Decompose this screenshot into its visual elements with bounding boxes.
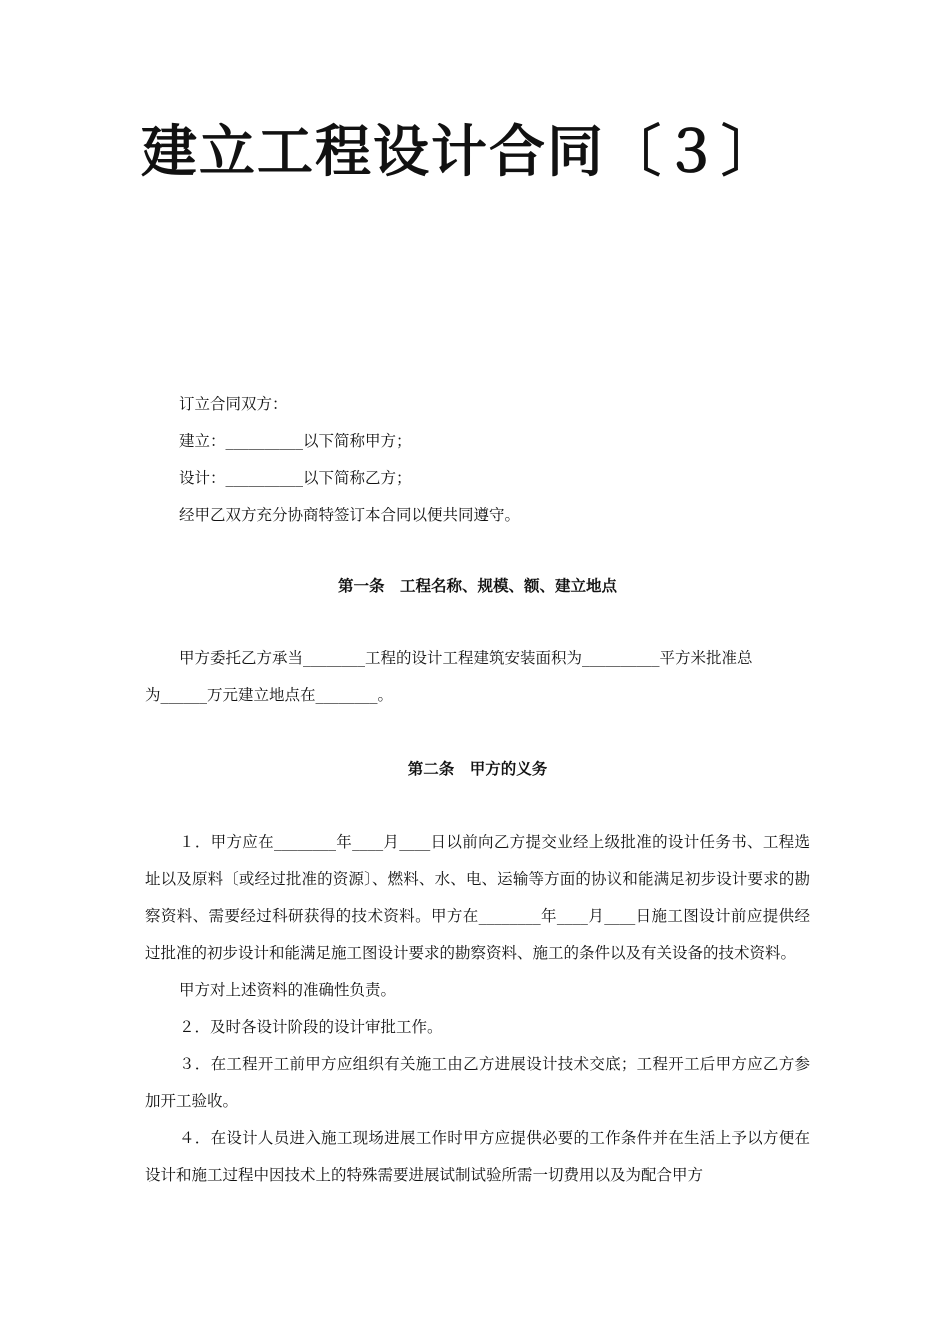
article1-paragraph-line2: 为______万元建立地点在________。 <box>145 686 394 704</box>
article2-heading: 第二条 甲方的义务 <box>407 759 548 778</box>
party-b-line: 设计：__________以下简称乙方； <box>179 469 412 487</box>
article2-item1: １．甲方应在________年____月____日以前向乙方提交业经上级批准的设计任务书、工程选址以及原料〔或经过批准的资源〕、燃料、水、电、运输等方面的协议和能满足初步设计要求的勘察资料、需要经过科研获得的技术资料。甲方在________年____月____日施工图设计前应提供经过批准的初步设计和能满足施工图设计要求的勘察资料、施工的条件以及有关设备的技术资料。 <box>145 833 810 962</box>
article1-paragraph-line1: 甲方委托乙方承当________工程的设计工程建筑安装面积为__________平方米批准总 <box>179 649 753 667</box>
article2-item1-note: 甲方对上述资料的准确性负责。 <box>179 981 397 999</box>
document-title: 建立工程设计合同〔３〕 <box>141 119 779 185</box>
agreement-line: 经甲乙双方充分协商特签订本合同以便共同遵守。 <box>179 506 521 524</box>
party-a-line: 建立：__________以下简称甲方； <box>179 432 412 450</box>
article2-item2: ２．及时各设计阶段的设计审批工作。 <box>179 1018 443 1036</box>
parties-label: 订立合同双方： <box>179 395 288 413</box>
article2-item3: ３．在工程开工前甲方应组织有关施工由乙方进展设计技术交底；工程开工后甲方应乙方参加开工验收。 <box>145 1055 810 1110</box>
article2-item4: ４．在设计人员进入施工现场进展工作时甲方应提供必要的工作条件并在生活上予以方便在设计和施工过程中因技术上的特殊需要进展试制试验所需一切费用以及为配合甲方 <box>145 1129 810 1184</box>
article1-heading: 第一条 工程名称、规模、额、建立地点 <box>337 576 617 595</box>
document-body <box>145 386 810 1194</box>
